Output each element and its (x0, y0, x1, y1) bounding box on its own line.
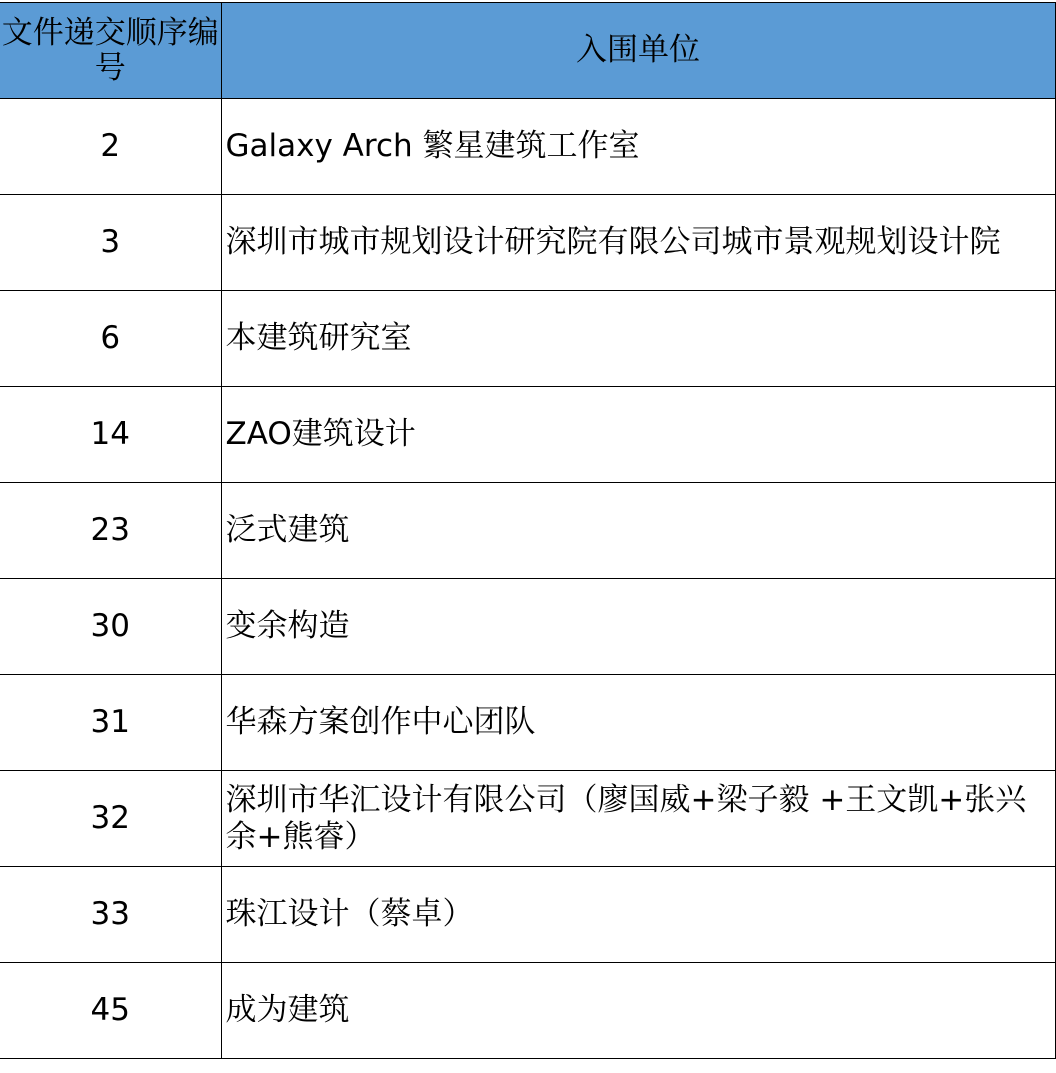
submission-number-cell: 33 (0, 867, 221, 963)
table-row (0, 291, 1055, 387)
unit-name-cell: 本建筑研究室 (221, 291, 1055, 387)
unit-name-cell: 泛式建筑 (221, 483, 1055, 579)
submission-number-cell: 32 (0, 771, 221, 867)
table-row (0, 963, 1055, 1059)
shortlist-table (0, 2, 1056, 1059)
submission-number-cell: 14 (0, 387, 221, 483)
submission-number-cell: 45 (0, 963, 221, 1059)
submission-number-cell: 2 (0, 99, 221, 195)
submission-number-cell: 3 (0, 195, 221, 291)
table-row (0, 483, 1055, 579)
table-row (0, 579, 1055, 675)
unit-name-cell: 珠江设计（蔡卓） (221, 867, 1055, 963)
table-row (0, 99, 1055, 195)
unit-name-cell: 变余构造 (221, 579, 1055, 675)
table-row (0, 867, 1055, 963)
table-row (0, 675, 1055, 771)
unit-name-cell: 华森方案创作中心团队 (221, 675, 1055, 771)
column-header-shortlisted-unit: 入围单位 (221, 3, 1055, 99)
submission-number-cell: 6 (0, 291, 221, 387)
unit-name-cell: 深圳市华汇设计有限公司（廖国威+梁子毅 +王文凯+张兴余+熊睿） (221, 771, 1055, 867)
table-row (0, 387, 1055, 483)
unit-name-cell: Galaxy Arch 繁星建筑工作室 (221, 99, 1055, 195)
table-row (0, 771, 1055, 867)
column-header-submission-order: 文件递交顺序编号 (0, 3, 221, 99)
unit-name-cell: 深圳市城市规划设计研究院有限公司城市景观规划设计院 (221, 195, 1055, 291)
header-row (0, 3, 1055, 99)
submission-number-cell: 23 (0, 483, 221, 579)
submission-number-cell: 30 (0, 579, 221, 675)
submission-number-cell: 31 (0, 675, 221, 771)
table-row (0, 195, 1055, 291)
unit-name-cell: 成为建筑 (221, 963, 1055, 1059)
unit-name-cell: ZAO建筑设计 (221, 387, 1055, 483)
